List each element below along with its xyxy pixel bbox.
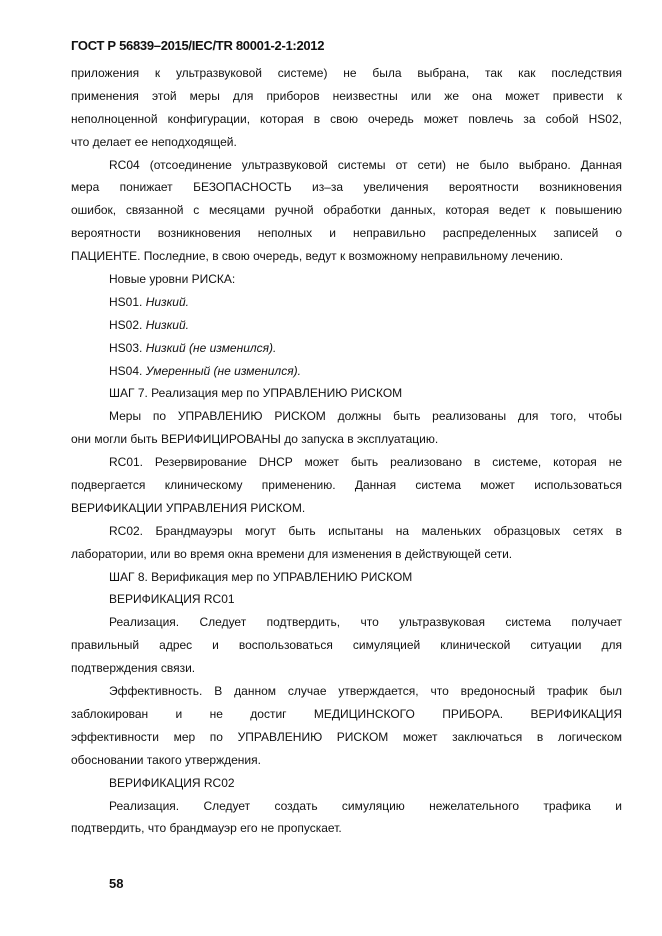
text-line: подвергается клиническому применению. Данная система может использоваться bbox=[71, 478, 622, 493]
text-line: применения этой меры для приборов неизвестны или же она может привести к bbox=[71, 88, 622, 103]
text-line: ШАГ 7. Реализация мер по УПРАВЛЕНИЮ РИСКОМ bbox=[109, 386, 403, 401]
paragraph bbox=[71, 795, 622, 841]
text-line: мера понижает БЕЗОПАСНОСТЬ из–за увеличения вероятности возникновения bbox=[71, 180, 622, 195]
text-line: Эффективность. В данном случае утверждается, что вредоносный трафик был bbox=[109, 684, 622, 699]
risk-level-item bbox=[71, 337, 622, 360]
text-line: подтверждения связи. bbox=[71, 661, 196, 676]
risk-level: Умеренный (не изменился). bbox=[145, 363, 301, 378]
text-line: Меры по УПРАВЛЕНИЮ РИСКОМ должны быть реализованы для того, чтобы bbox=[109, 409, 622, 424]
text-line: вероятности возникновения неполных и неправильно распределенных записей о bbox=[71, 226, 622, 241]
text-line: заблокирован и не достиг МЕДИЦИНСКОГО ПРИБОРА. ВЕРИФИКАЦИЯ bbox=[71, 706, 622, 721]
text-line: RC02. Брандмауэры могут быть испытаны на маленьких образцовых сетях в bbox=[109, 523, 622, 538]
paragraph bbox=[71, 566, 622, 589]
paragraph bbox=[71, 680, 622, 772]
text-line: ВЕРИФИКАЦИЯ RC02 bbox=[109, 775, 235, 790]
paragraph bbox=[71, 772, 622, 795]
text-line: подтвердить, что брандмауэр его не пропускает. bbox=[71, 821, 342, 836]
risk-level: Низкий. bbox=[145, 317, 189, 332]
hazard-code: HS04. bbox=[109, 363, 143, 378]
document-body bbox=[71, 62, 622, 840]
page-number: 58 bbox=[109, 876, 124, 891]
paragraph bbox=[71, 382, 622, 405]
hazard-code: HS03. bbox=[109, 340, 143, 355]
hazard-code: HS01. bbox=[109, 294, 143, 309]
risk-level-item bbox=[71, 360, 622, 383]
text-line: Реализация. Следует создать симуляцию нежелательного трафика и bbox=[109, 798, 622, 813]
text-line: они могли быть ВЕРИФИЦИРОВАНЫ до запуска в эксплуатацию. bbox=[71, 432, 439, 447]
hazard-code: HS02. bbox=[109, 317, 143, 332]
text-line: правильный адрес и воспользоваться симуляцией клинической ситуации для bbox=[71, 638, 622, 653]
text-line: RC04 (отсоединение ультразвуковой системы от сети) не было выбрано. Данная bbox=[109, 157, 622, 172]
paragraph bbox=[71, 520, 622, 566]
document-header: ГОСТ Р 56839–2015/IEC/TR 80001-2-1:2012 bbox=[71, 38, 325, 53]
risk-level-item bbox=[71, 314, 622, 337]
text-line: что делает ее неподходящей. bbox=[71, 134, 237, 149]
risk-level: Низкий (не изменился). bbox=[145, 340, 277, 355]
paragraph bbox=[71, 611, 622, 680]
text-line: приложения к ультразвуковой системе) не была выбрана, так как последствия bbox=[71, 66, 622, 80]
text-line: Новые уровни РИСКА: bbox=[109, 272, 236, 287]
risk-level: Низкий. bbox=[145, 294, 189, 309]
risk-level-item bbox=[71, 291, 622, 314]
text-line: обосновании такого утверждения. bbox=[71, 752, 261, 767]
text-line: эффективности мер по УПРАВЛЕНИЮ РИСКОМ может заключаться в логическом bbox=[71, 729, 622, 744]
text-line: ПАЦИЕНТЕ. Последние, в свою очередь, ведут к возможному неправильному лечению. bbox=[71, 249, 564, 264]
text-line: ошибок, связанной с месяцами ручной обработки данных, которая ведет к повышению bbox=[71, 203, 622, 218]
text-line: Реализация. Следует подтвердить, что ультразвуковая система получает bbox=[109, 615, 622, 630]
paragraph bbox=[71, 405, 622, 451]
paragraph bbox=[71, 62, 622, 154]
text-line: ВЕРИФИКАЦИЯ RC01 bbox=[109, 592, 235, 607]
paragraph bbox=[71, 154, 622, 268]
paragraph bbox=[71, 451, 622, 520]
text-line: RC01. Резервирование DHCP может быть реализовано в системе, которая не bbox=[109, 455, 622, 470]
text-line: ВЕРИФИКАЦИИ УПРАВЛЕНИЯ РИСКОМ. bbox=[71, 500, 306, 515]
text-line: неполноценной конфигурации, которая в свою очередь может повлечь за собой HS02, bbox=[71, 111, 622, 126]
text-line: лаборатории, или во время окна времени для изменения в действующей сети. bbox=[71, 546, 513, 561]
paragraph bbox=[71, 588, 622, 611]
paragraph bbox=[71, 268, 622, 291]
text-line: ШАГ 8. Верификация мер по УПРАВЛЕНИЮ РИСКОМ bbox=[109, 569, 413, 584]
